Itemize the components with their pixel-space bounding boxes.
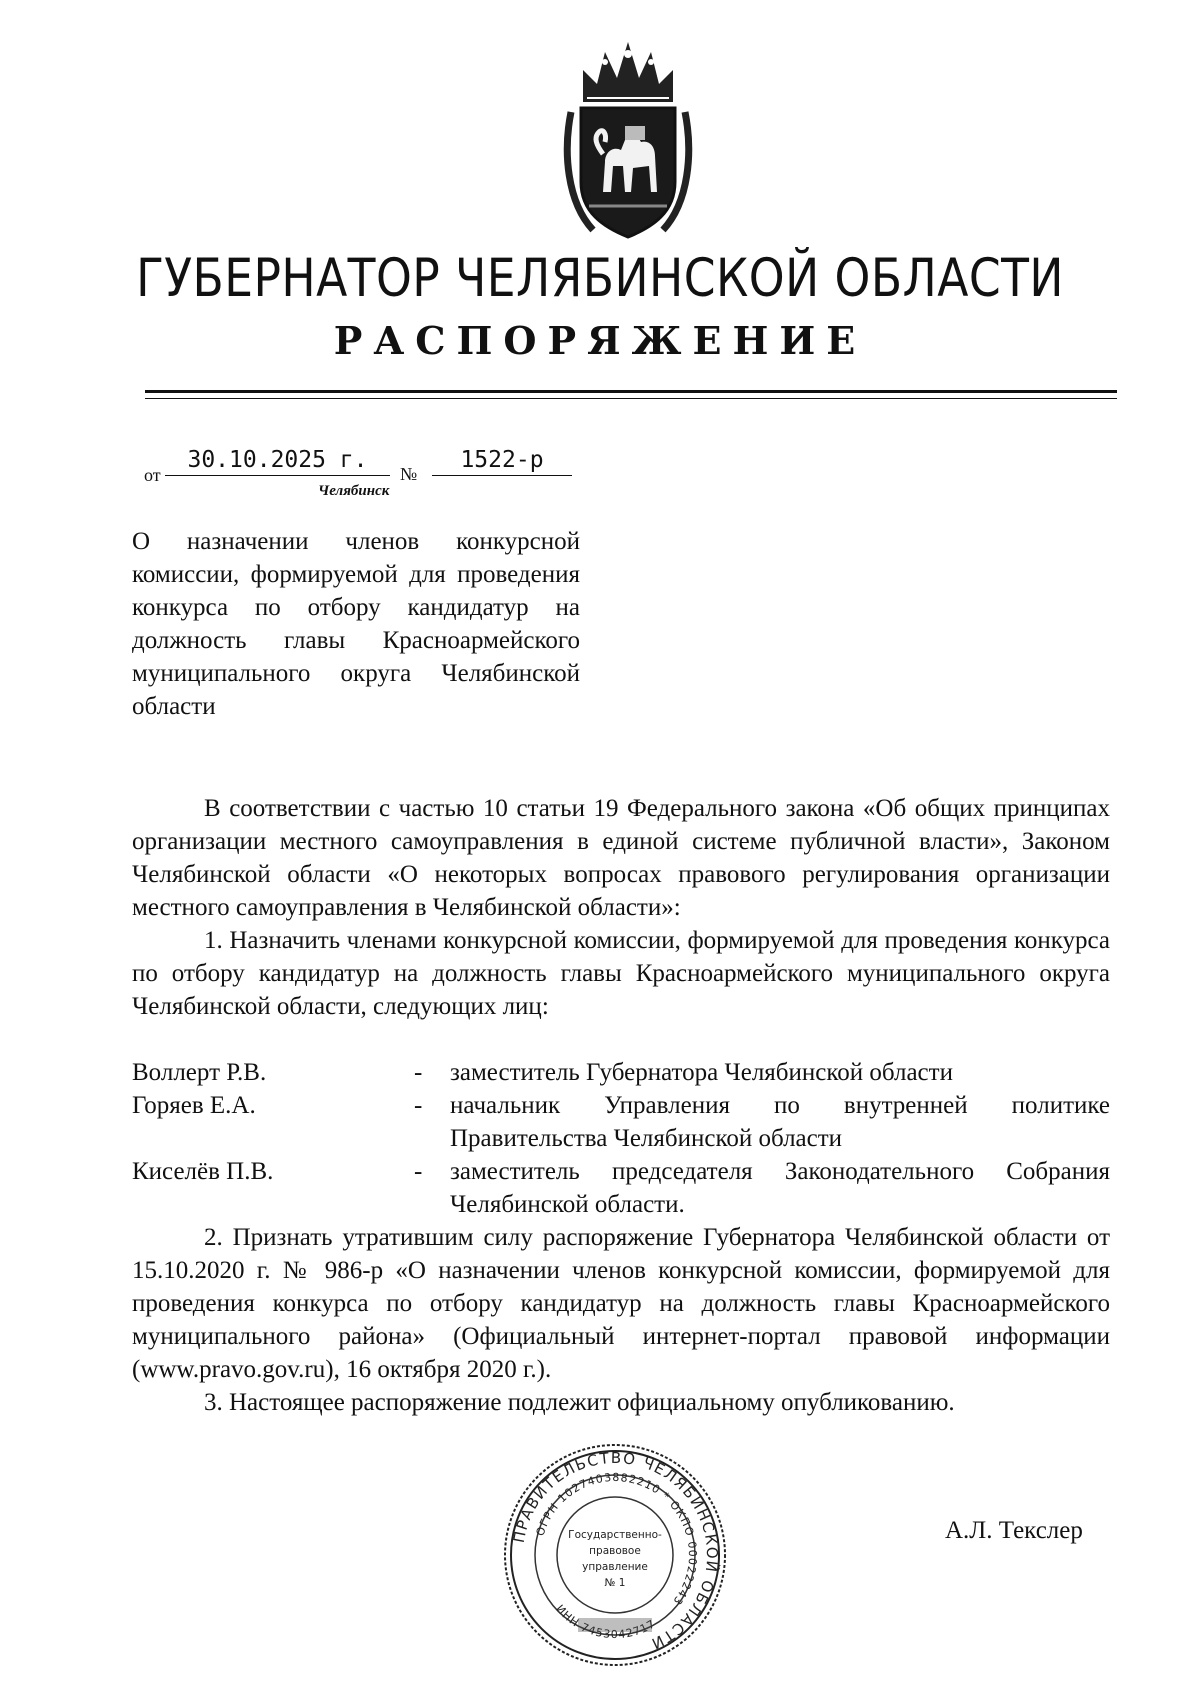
official-seal-icon xyxy=(500,1440,730,1670)
item-2-paragraph: 2. Признать утратившим силу распоряжение Губернатора Челябинской области от 15.10.2020 г. № 986-р «О назначении членов конкурсной комиссии, формируемой для проведения конкурса по отбору кандидатур на должность главы Красноармейского муниципального района» (Официальный интернет-портал правовой информации (www.pravo.gov.ru), 16 октября 2020 г.). xyxy=(132,1224,1110,1383)
item-1-paragraph: 1. Назначить членами конкурсной комиссии, формируемой для проведения конкурса по отбору кандидатур на должность главы Красноармейского муниципального округа Челябинской области, следующих лиц: xyxy=(132,927,1110,1020)
member-dash: - xyxy=(414,1092,423,1119)
member-dash: - xyxy=(414,1158,423,1185)
member-position: начальник Управления по внутренней политике Правительства Челябинской области xyxy=(450,1092,1110,1152)
seal-center-line-4: № 1 xyxy=(604,1577,626,1589)
issuer-title: ГУБЕРНАТОР ЧЕЛЯБИНСКОЙ ОБЛАСТИ xyxy=(136,248,1064,309)
document-date: 30.10.2025 г. xyxy=(165,447,390,476)
seal-ring-text: ПРАВИТЕЛЬСТВО ЧЕЛЯБИНСКОЙ ОБЛАСТИ xyxy=(509,1448,722,1654)
member-name: Киселёв П.В. xyxy=(132,1158,274,1185)
coat-of-arms-icon xyxy=(563,42,693,242)
item-3-paragraph: 3. Настоящее распоряжение подлежит официальному опубликованию. xyxy=(204,1389,955,1416)
member-position: заместитель Губернатора Челябинской области xyxy=(450,1059,953,1086)
issue-city: Челябинск xyxy=(318,483,390,499)
header-divider-thick xyxy=(145,390,1117,393)
seal-inn-text: ИНН 7453042717 xyxy=(553,1602,658,1642)
member-position: заместитель председателя Законодательного Собрания Челябинской области. xyxy=(450,1158,1110,1218)
seal-center-line-2: правовое xyxy=(589,1545,641,1557)
seal-center-line-3: управление xyxy=(582,1561,648,1573)
member-dash: - xyxy=(414,1059,423,1086)
member-name: Горяев Е.А. xyxy=(132,1092,256,1119)
signer-name: А.Л. Текслер xyxy=(945,1517,1083,1544)
preamble-paragraph: В соответствии с частью 10 статьи 19 Федерального закона «Об общих принципах организации местного самоуправления в единой системе публичной власти», Законом Челябинской области «О некоторых вопросах правового регулирования организации местного самоуправления в Челябинской области»: xyxy=(132,795,1110,921)
number-label: № xyxy=(400,464,418,484)
date-label: от xyxy=(144,465,161,485)
document-type: РАСПОРЯЖЕНИЕ xyxy=(333,318,867,363)
header-divider-thin xyxy=(145,398,1117,399)
member-name: Воллерт Р.В. xyxy=(132,1059,267,1086)
seal-inner-ring-text: ОГРН 1027403882210 * ОКПО 00022243 xyxy=(533,1470,700,1608)
document-number: 1522-р xyxy=(432,447,572,476)
document-subject: О назначении членов конкурсной комиссии, формируемой для проведения конкурса по отбору кандидатур на должность главы Красноармейского муниципального округа Челябинской области xyxy=(132,528,580,720)
seal-center-line-1: Государственно- xyxy=(568,1529,662,1541)
